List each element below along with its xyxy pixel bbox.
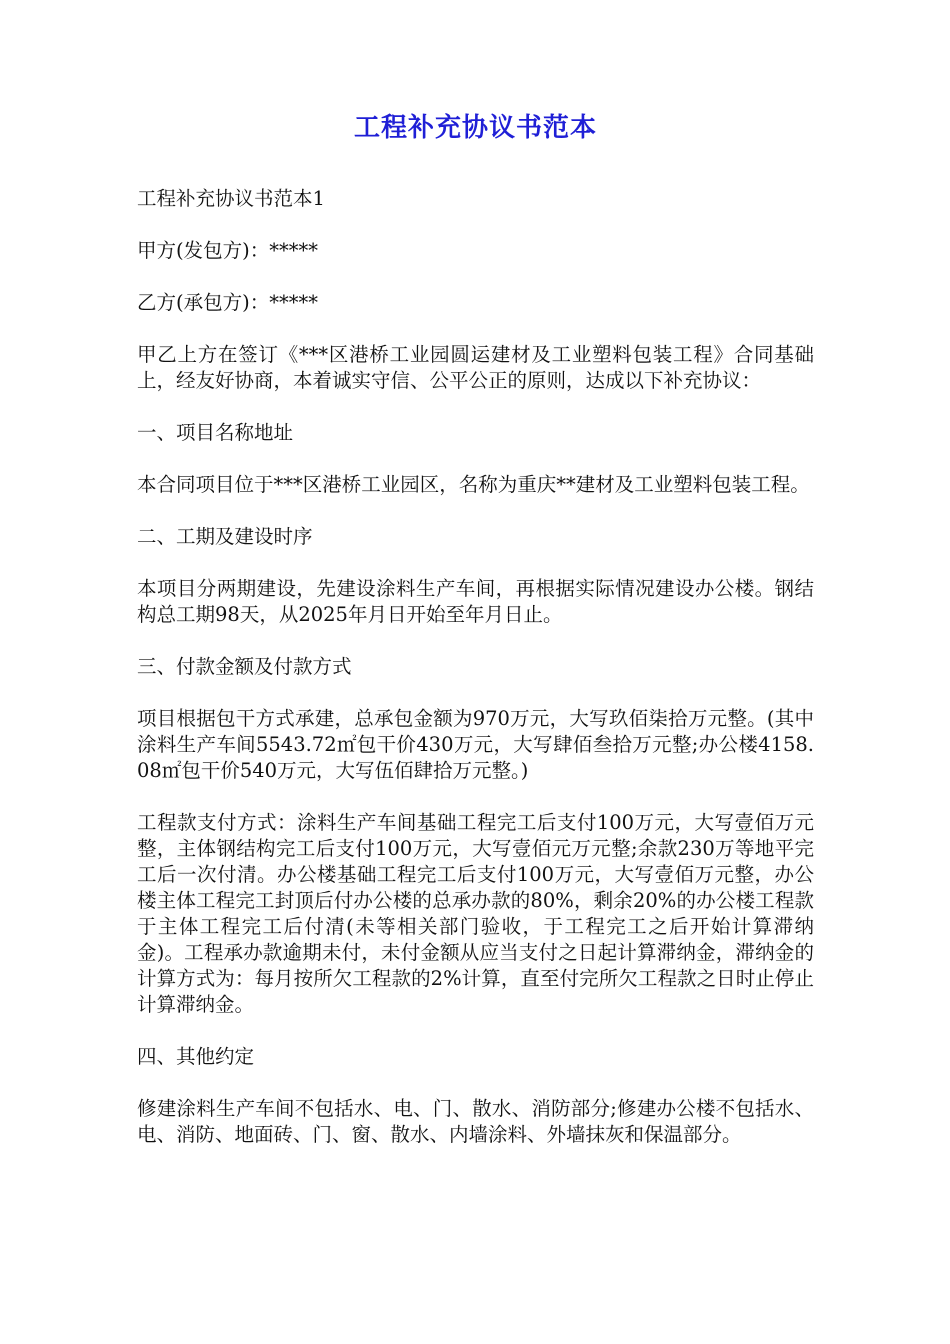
section-heading-3: 三、付款金额及付款方式 bbox=[137, 655, 352, 678]
preamble-paragraph: 甲乙上方在签订《***区港桥工业园圆运建材及工业塑料包装工程》合同基础上，经友好协商，本着诚实守信、公平公正的原则，达成以下补充协议： bbox=[137, 343, 814, 392]
party-a-line: 甲方(发包方)：***** bbox=[137, 239, 318, 262]
section-4-body: 修建涂料生产车间不包括水、电、门、散水、消防部分;修建办公楼不包括水、电、消防、地面砖、门、窗、散水、内墙涂料、外墙抹灰和保温部分。 bbox=[137, 1097, 814, 1146]
doc-subtitle: 工程补充协议书范本1 bbox=[137, 187, 325, 210]
section-heading-4: 四、其他约定 bbox=[137, 1045, 255, 1068]
section-3-body-payment: 工程款支付方式：涂料生产车间基础工程完工后支付100万元，大写壹佰万元整，主体钢结构完工后支付100万元，大写壹佰元万元整;余款230万等地平完工后一次付清。办公楼基础工程完工后支付100万元，大写壹佰万元整，办公楼主体工程完工封顶后付办公楼的总承办款的80%，剩余20%的办公楼工程款于主体工程完工后付清(未等相关部门验收，于工程完工之后开始计算滞纳金)。工程承办款逾期未付，未付金额从应当支付之日起计算滞纳金，滞纳金的计算方式为：每月按所欠工程款的2%计算，直至付完所欠工程款之日时止停止计算滞纳金。 bbox=[137, 811, 814, 1016]
section-2-body: 本项目分两期建设，先建设涂料生产车间，再根据实际情况建设办公楼。钢结构总工期98天，从2025年月日开始至年月日止。 bbox=[137, 577, 814, 626]
party-b-line: 乙方(承包方)：***** bbox=[137, 291, 318, 314]
section-heading-1: 一、项目名称地址 bbox=[137, 421, 294, 444]
document-title: 工程补充协议书范本 bbox=[353, 113, 597, 143]
section-1-body: 本合同项目位于***区港桥工业园区，名称为重庆**建材及工业塑料包装工程。 bbox=[137, 473, 810, 496]
section-3-body-amount: 项目根据包干方式承建，总承包金额为970万元，大写玖佰柒拾万元整。(其中涂料生产车间5543.72㎡包干价430万元，大写肆佰叁拾万元整;办公楼4158.08㎡包干价540万元，大写伍佰肆拾万元整。) bbox=[137, 707, 814, 782]
section-heading-2: 二、工期及建设时序 bbox=[137, 525, 313, 548]
